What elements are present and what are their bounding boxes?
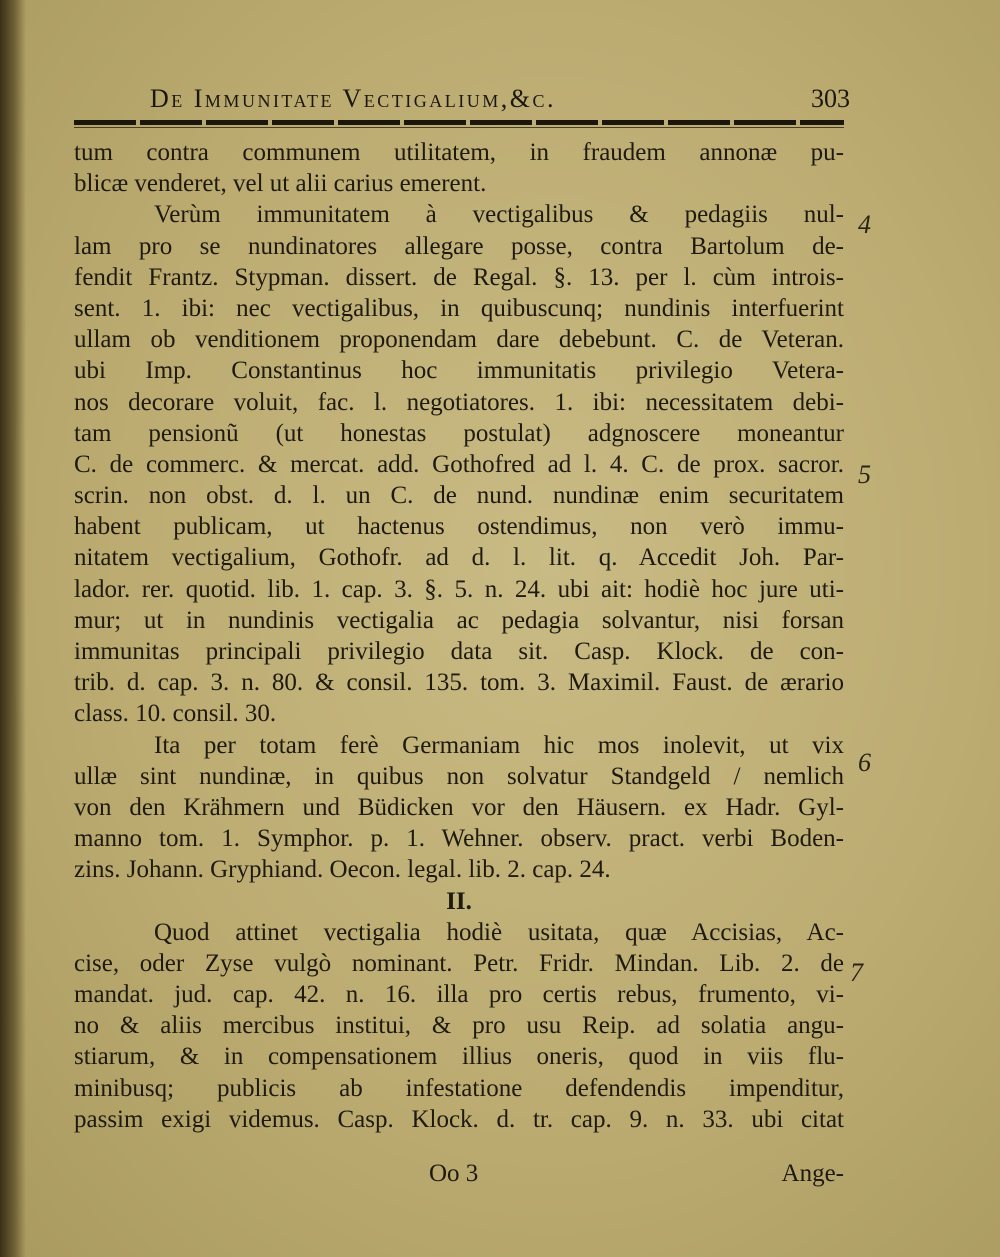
text-line: minibusq; publicis ab infestatione defendendis impenditur, — [74, 1074, 844, 1102]
text-line: trib. d. cap. 3. n. 80. & consil. 135. tom. 3. Maximil. Faust. de ærario — [74, 669, 844, 697]
margin-number: 6 — [858, 748, 871, 777]
header-rule — [74, 120, 844, 125]
margin-number: 7 — [850, 958, 863, 987]
text-line: manno tom. 1. Symphor. p. 1. Wehner. observ. pract. verbi Boden- — [74, 825, 844, 853]
text-line: class. 10. consil. 30. — [74, 700, 277, 728]
text-line: Quod attinet vectigalia hodiè usitata, quæ Accisias, Ac- — [154, 918, 844, 946]
text-line: sent. 1. ibi: nec vectigalibus, in quibuscunq; nundinis interfuerint — [74, 294, 844, 322]
text-line: mur; ut in nundinis vectigalia ac pedagia solvantur, nisi forsan — [74, 606, 844, 634]
page-number: 303 — [811, 84, 850, 113]
text-line: blicæ venderet, vel ut alii carius emerent. — [74, 170, 487, 198]
text-line: von den Krähmern und Büdicken vor den Häusern. ex Hadr. Gyl- — [74, 793, 844, 821]
text-line: immunitas principali privilegio data sit. Casp. Klock. de con- — [74, 638, 844, 665]
text-line: stiarum, & in compensationem illius oneris, quod in viis flu- — [74, 1043, 844, 1071]
section-number: II. — [446, 887, 472, 915]
text-line: no & aliis mercibus institui, & pro usu Reip. ad solatia angu- — [74, 1012, 844, 1040]
header-rule-thin — [74, 127, 844, 128]
text-line: tam pensionũ (ut honestas postulat) adgnoscere moneantur — [74, 419, 844, 447]
text-line: fendit Frantz. Stypman. dissert. de Regal. §. 13. per l. cùm introis- — [74, 263, 844, 291]
text-line: nos decorare voluit, fac. l. negotiatores. 1. ibi: necessitatem debi- — [74, 388, 844, 416]
running-header — [150, 84, 850, 114]
text-line: nitatem vectigalium, Gothofr. ad d. l. lit. q. Accedit Joh. Par- — [74, 544, 844, 572]
text-line: ubi Imp. Constantinus hoc immunitatis privilegio Vetera- — [74, 357, 844, 385]
text-line: scrin. non obst. d. l. un C. de nund. nundinæ enim securitatem — [74, 482, 844, 510]
text-line: tum contra communem utilitatem, in fraudem annonæ pu- — [74, 139, 844, 166]
running-title: De Immunitate Vectigalium,&c. — [150, 84, 556, 113]
body-text — [74, 137, 844, 1135]
signature-mark: Oo 3 — [429, 1160, 479, 1187]
text-line: ullam ob venditionem proponendam dare debebunt. C. de Veteran. — [74, 326, 844, 354]
text-line: ullæ sint nundinæ, in quibus non solvatur Standgeld / nemlich — [74, 762, 844, 790]
text-line: mandat. jud. cap. 42. n. 16. illa pro certis rebus, frumento, vi- — [74, 981, 844, 1009]
text-line: Ita per totam ferè Germaniam hic mos inolevit, ut vix — [154, 731, 844, 759]
text-line: Verùm immunitatem à vectigalibus & pedagiis nul- — [154, 201, 844, 229]
text-line: passim exigi videmus. Casp. Klock. d. tr. cap. 9. n. 33. ubi citat — [74, 1105, 844, 1133]
text-line: lador. rer. quotid. lib. 1. cap. 3. §. 5. n. 24. ubi ait: hodiè hoc jure uti- — [74, 575, 844, 603]
margin-number: 4 — [858, 210, 871, 239]
text-line: C. de commerc. & mercat. add. Gothofred ad l. 4. C. de prox. sacror. — [74, 450, 844, 478]
text-line: zins. Johann. Gryphiand. Oecon. legal. lib. 2. cap. 24. — [74, 856, 611, 884]
text-line: cise, oder Zyse vulgò nominant. Petr. Fridr. Mindan. Lib. 2. de — [74, 949, 844, 977]
text-line: lam pro se nundinatores allegare posse, contra Bartolum de- — [74, 232, 844, 260]
text-line: habent publicam, ut hactenus ostendimus, non verò immu- — [74, 513, 844, 541]
binding-shadow — [0, 0, 26, 1257]
catchword: Ange- — [781, 1160, 844, 1187]
page-footer — [74, 1160, 844, 1191]
margin-number: 5 — [858, 460, 871, 489]
